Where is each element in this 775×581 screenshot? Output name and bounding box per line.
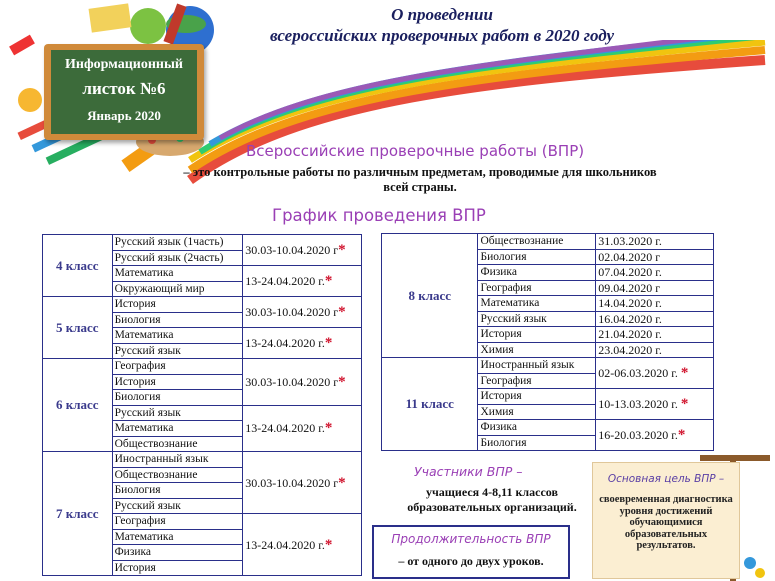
date-text: 10-13.03.2020 г.	[598, 397, 678, 411]
subject-cell: География	[478, 373, 596, 389]
date-cell	[243, 359, 362, 406]
subject-cell: Русский язык (1часть)	[112, 235, 243, 251]
subject-cell: Физика	[478, 420, 596, 436]
subject-cell: История	[112, 297, 243, 313]
date-text: 02-06.03.2020 г.	[598, 366, 678, 380]
subject-cell: Окружающий мир	[112, 281, 243, 297]
asterisk: *	[324, 420, 333, 437]
subject-cell: Русский язык	[112, 405, 243, 421]
date-cell: 02.04.2020 г	[596, 249, 714, 265]
subject-cell: География	[478, 280, 596, 296]
subject-cell: Физика	[112, 545, 243, 561]
subject-cell: Обществознание	[112, 436, 243, 452]
date-text: 30.03-10.04.2020 г	[245, 243, 339, 257]
board-line-2: листок №6	[82, 79, 166, 98]
subject-cell: Математика	[112, 421, 243, 437]
asterisk: *	[338, 474, 346, 491]
date-cell	[243, 266, 362, 297]
grade-5-label: 5 класс	[43, 297, 113, 359]
asterisk: *	[680, 396, 689, 412]
schedule-table-left	[42, 234, 362, 576]
subject-cell: История	[112, 560, 243, 576]
subject-cell: Биология	[112, 312, 243, 328]
schedule-heading: График проведения ВПР	[272, 206, 486, 225]
date-cell	[243, 405, 362, 452]
chalkboard-surface	[51, 50, 197, 134]
grade-6-label: 6 класс	[43, 359, 113, 452]
asterisk: *	[338, 242, 346, 258]
subject-cell: Химия	[478, 342, 596, 358]
goal-box	[592, 462, 740, 579]
goal-heading: Основная цель ВПР –	[607, 473, 725, 485]
date-cell	[243, 514, 362, 576]
subject-cell: Биология	[478, 435, 596, 451]
subject-cell: Иностранный язык	[478, 358, 596, 374]
date-cell	[243, 328, 362, 359]
duration-box	[372, 525, 570, 579]
date-cell: 16.04.2020 г.	[596, 311, 714, 327]
subject-cell: Русский язык (2часть)	[112, 250, 243, 266]
participants-heading: Участники ВПР –	[414, 464, 523, 479]
subject-cell: Биология	[112, 483, 243, 499]
subject-cell: Обществознание	[478, 234, 596, 250]
subject-cell: Химия	[478, 404, 596, 420]
date-text: 30.03-10.04.2020 г	[245, 475, 339, 490]
subject-cell: Математика	[478, 296, 596, 312]
grade-8-label: 8 класс	[382, 234, 478, 358]
asterisk: *	[338, 304, 346, 320]
date-text: 13-24.04.2020 г.	[245, 274, 325, 288]
date-cell: 14.04.2020 г.	[596, 296, 714, 312]
date-text: 13-24.04.2020 г.	[245, 421, 325, 436]
date-cell: 31.03.2020 г.	[596, 234, 714, 250]
subject-cell: Математика	[112, 266, 243, 282]
date-text: 30.03-10.04.2020 г	[245, 374, 339, 389]
subject-cell: География	[112, 359, 243, 375]
subject-cell: Математика	[112, 328, 243, 344]
date-cell	[596, 358, 714, 389]
subject-cell: Биология	[112, 390, 243, 406]
date-cell: 09.04.2020 г	[596, 280, 714, 296]
chalkboard	[44, 44, 204, 140]
subject-cell: География	[112, 514, 243, 530]
table-row	[43, 297, 362, 313]
subject-cell: Обществознание	[112, 467, 243, 483]
date-text: 13-24.04.2020 г.	[245, 336, 325, 350]
participants-description: учащиеся 4-8,11 классов образовательных организаций.	[407, 485, 577, 514]
subject-cell: Иностранный язык	[112, 452, 243, 468]
date-text: 30.03-10.04.2020 г	[245, 305, 339, 319]
date-text: 13-24.04.2020 г.	[245, 537, 325, 552]
goal-description: своевременная диагностика уровня достижений обучающимися образовательных результатов.	[599, 494, 733, 551]
date-cell: 07.04.2020 г.	[596, 265, 714, 281]
vpr-heading: Всероссийские проверочные работы (ВПР)	[246, 142, 585, 160]
vpr-description: – это контрольные работы по различным предметам, проводимые для школьников всей страны.	[183, 165, 657, 194]
date-cell	[596, 420, 714, 451]
grade-4-label: 4 класс	[43, 235, 113, 297]
page-title	[222, 4, 662, 46]
asterisk: *	[324, 273, 333, 289]
schedule-table-right	[381, 233, 714, 451]
subject-cell: Биология	[478, 249, 596, 265]
subject-cell: Русский язык	[112, 343, 243, 359]
board-line-1: Информационный	[65, 57, 183, 72]
asterisk: *	[324, 335, 333, 351]
asterisk: *	[680, 365, 689, 381]
subject-cell: Русский язык	[478, 311, 596, 327]
subject-cell: Физика	[478, 265, 596, 281]
date-cell	[243, 235, 362, 266]
table-row	[43, 452, 362, 468]
title-line-2: всероссийских проверочных работ в 2020 году	[269, 26, 615, 45]
grade-11-label: 11 класс	[382, 358, 478, 451]
date-cell	[243, 452, 362, 514]
subject-cell: История	[478, 327, 596, 343]
duration-description: – от одного до двух уроков.	[398, 554, 544, 568]
asterisk: *	[338, 373, 346, 390]
date-cell	[596, 389, 714, 420]
asterisk: *	[677, 427, 686, 443]
title-line-1: О проведении	[391, 5, 493, 24]
subject-cell: Русский язык	[112, 498, 243, 514]
duration-heading: Продолжительность ВПР	[391, 532, 551, 546]
asterisk: *	[324, 536, 333, 553]
subject-cell: Математика	[112, 529, 243, 545]
board-line-3: Январь 2020	[87, 108, 161, 123]
grade-7-label: 7 класс	[43, 452, 113, 576]
table-row	[382, 358, 714, 374]
date-cell: 23.04.2020 г.	[596, 342, 714, 358]
table-row	[43, 359, 362, 375]
subject-cell: История	[112, 374, 243, 390]
subject-cell: История	[478, 389, 596, 405]
table-row	[43, 235, 362, 251]
date-cell	[243, 297, 362, 328]
table-row	[382, 234, 714, 250]
date-text: 16-20.03.2020 г.	[598, 428, 678, 442]
date-cell: 21.04.2020 г.	[596, 327, 714, 343]
